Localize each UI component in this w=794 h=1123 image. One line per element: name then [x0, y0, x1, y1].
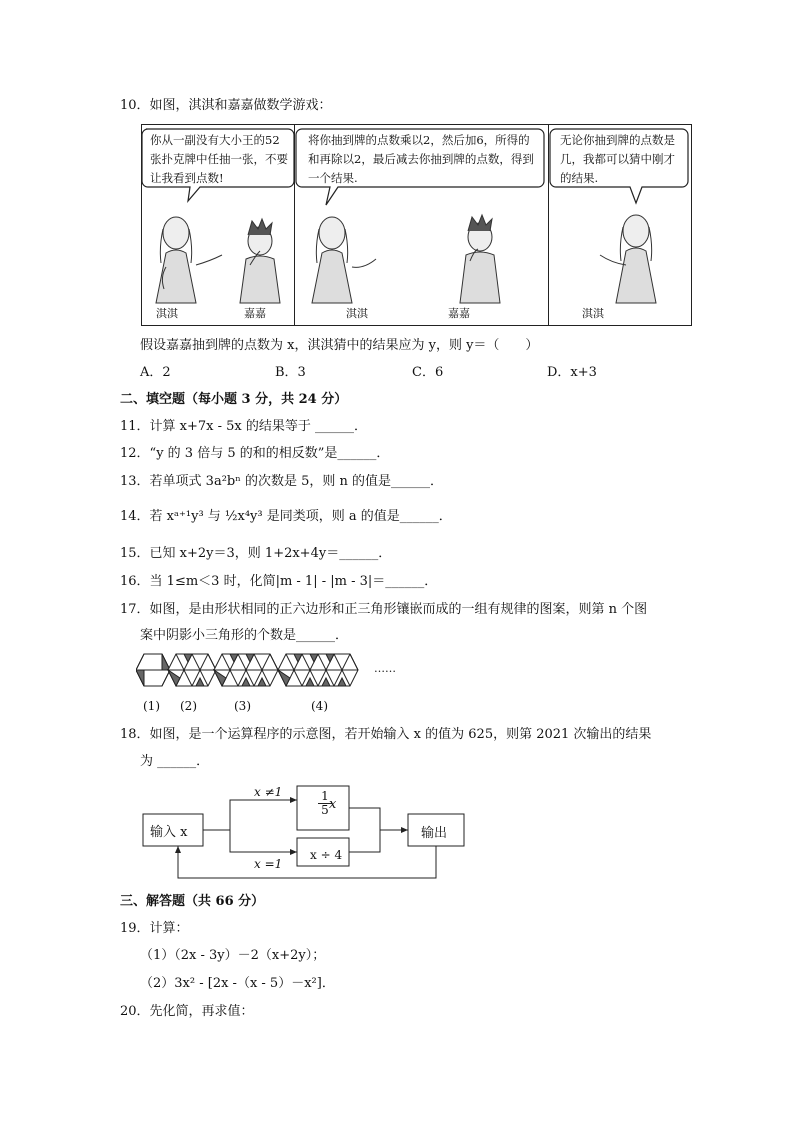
- flow-condition-top: x ≠1: [254, 785, 283, 799]
- q11: 11．计算 x+7x - 5x 的结果等于 ______．: [120, 419, 368, 434]
- panel1-bubble-text: 你从一副没有大小王的52张扑克牌中任抽一张，不要让我看到点数!: [150, 133, 288, 185]
- q10-option-d: D．x+3: [547, 365, 597, 380]
- q10-option-b: B．3: [275, 365, 306, 380]
- q13: 13．若单项式 3a²bⁿ 的次数是 5，则 n 的值是______．: [120, 474, 444, 489]
- flow-output-box: 输出: [421, 826, 448, 841]
- boy-figure-1: [240, 219, 280, 303]
- panel2-bubble-text: 将你抽到牌的点数乘以2，然后加6，所得的和再除以2，最后减去你抽到牌的点数，得到一个结果.: [308, 133, 534, 185]
- comic-strip: [141, 124, 692, 326]
- q17-line2: 案中阴影小三角形的个数是______．: [140, 628, 349, 643]
- q10-question: 假设嘉嘉抽到牌的点数为 x，淇淇猜中的结果应为 y，则 y＝（ ）: [140, 338, 539, 353]
- q19-part2: （2）3x² - [2x -（x - 5）－x²]．: [140, 976, 335, 991]
- q17-line1: 17．如图，是由形状相同的正六边形和正三角形镶嵌而成的一组有规律的图案，则第 n 个图: [120, 602, 648, 617]
- flow-condition-bottom: x =1: [254, 857, 283, 871]
- flow-input-box: 输入 x: [150, 825, 188, 840]
- section3-title: 三、解答题（共 66 分）: [120, 894, 265, 909]
- q14: 14．若 xᵃ⁺¹y³ 与 ½x⁴y³ 是同类项，则 a 的值是______．: [120, 509, 452, 524]
- pattern-label-3: (3): [234, 699, 251, 713]
- boy-figure-2: [460, 215, 500, 303]
- panel3-bubble-text: 无论你抽到牌的点数是几，我都可以猜中刚才的结果.: [560, 133, 675, 185]
- q19-part1: （1）（2x - 3y）－2（x+2y）；: [140, 948, 326, 963]
- q15: 15．已知 x+2y＝3，则 1+2x+4y＝______．: [120, 546, 392, 561]
- q10-stem: 10．如图，淇淇和嘉嘉做数学游戏：: [120, 98, 332, 113]
- pattern-label-4: (4): [311, 699, 328, 713]
- flow-op-fifth-var: x: [329, 797, 337, 812]
- panel1-name-qiqi: 淇淇: [156, 307, 178, 320]
- q20-stem: 20．先化简，再求值：: [120, 1004, 254, 1019]
- section2-title: 二、填空题（每小题 3 分，共 24 分）: [120, 392, 348, 407]
- q12: 12．“y 的 3 倍与 5 的和的相反数”是______．: [120, 446, 390, 461]
- girl-figure-2: [312, 217, 376, 303]
- girl-figure-1: [156, 217, 222, 303]
- panel2-name-qiqi: 淇淇: [346, 307, 368, 320]
- pattern-label-1: (1): [143, 699, 160, 713]
- q18-line2: 为 ______．: [140, 754, 210, 769]
- q16: 16．当 1≤m＜3 时，化简|m - 1| - |m - 3|＝______．: [120, 574, 438, 589]
- q10-option-c: C．6: [412, 365, 444, 380]
- pattern-label-2: (2): [180, 699, 197, 713]
- flow-op-divide: x ÷ 4: [310, 848, 343, 862]
- q19-stem: 19．计算：: [120, 921, 189, 936]
- panel2-name-jiajia: 嘉嘉: [448, 307, 470, 320]
- hexagon-pattern-figure: [136, 652, 396, 692]
- girl-figure-3: [600, 215, 656, 303]
- panel1-name-jiajia: 嘉嘉: [244, 307, 266, 320]
- fraction-denominator: 5: [318, 803, 332, 817]
- fraction-numerator: 1: [321, 789, 329, 803]
- q10-option-a: A．2: [140, 365, 171, 380]
- q18-line1: 18．如图，是一个运算程序的示意图，若开始输入 x 的值为 625，则第 2021 次输出的结果: [120, 727, 652, 742]
- panel3-name-qiqi: 淇淇: [582, 307, 604, 320]
- pattern-ellipsis: ……: [374, 662, 396, 675]
